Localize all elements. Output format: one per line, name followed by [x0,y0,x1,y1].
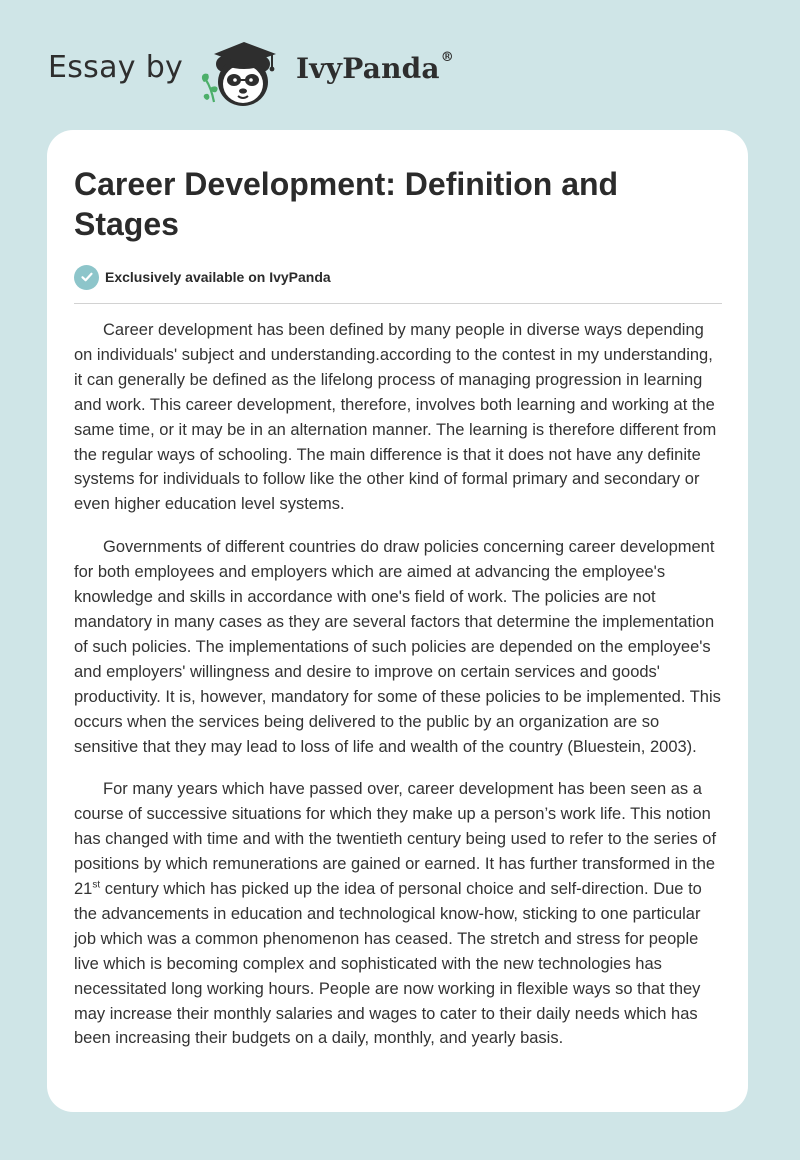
paragraph: Governments of different countries do draw policies concerning career development for both employees and employers which are aimed at advancing the employee's knowledge and skills in accordance with one's field of work. The policies are not mandatory in many cases as they are several factors that determine the implementation of such policies. The implementations of such policies are depended on the employee's and employers' willingness and desire to improve on certain services and goods' productivity. It is, however, mandatory for some of these policies to be implemented. This occurs when the services being delivered to the public by an organization are so sensitive that they may lead to loss of life and wealth of the country (Bluestein, 2003). [74,538,721,756]
essay-body [74,318,725,1069]
paragraph: For many years which have passed over, career development has been seen as a course of successive situations for which they make up a person’s work life. This notion has changed with time and with the twentieth century being used to refer to the series of positions by which remunerations are gained or earned. It has further transformed in the 21st century which has picked up the idea of personal choice and self-direction. Due to the advancements in education and technological know-how, sticking to one particular job which was a common phenomenon has ceased. The stretch and stress for people live which is becoming complex and sophisticated with the new technologies has necessitated long working hours. People are now working in flexible ways so that they may increase their monthly salaries and wages to cater to their daily needs which has been increasing their budgets on a daily, monthly, and yearly basis. [74,780,717,1048]
badge-label: Exclusively available on IvyPanda [105,269,331,285]
check-circle-icon [74,265,99,290]
registered-mark: ® [440,50,454,65]
paragraph: Career development has been defined by many people in diverse ways depending on individuals' subject and understanding.according to the contest in my understanding, it can generally be defined as the lifelong process of managing progression in learning and work. This career development, therefore, involves both learning and working at the same time, or it may be in an alternation manner. The learning is therefore different from the regular ways of schooling. The main difference is that it does not have any definite systems for individuals to follow like the other kind of formal primary and secondary or even higher education level systems. [74,321,717,514]
divider [74,303,722,304]
brand-name[interactable]: IvyPanda® [296,50,454,85]
page-title: Career Development: Definition and Stages [74,166,619,242]
exclusive-badge [74,264,331,290]
ordinal-suffix: st [92,879,101,891]
site-header [0,0,800,130]
panda-graduate-icon[interactable] [200,36,294,110]
essay-by-label: Essay by [48,50,184,85]
essay-card [47,130,748,1112]
